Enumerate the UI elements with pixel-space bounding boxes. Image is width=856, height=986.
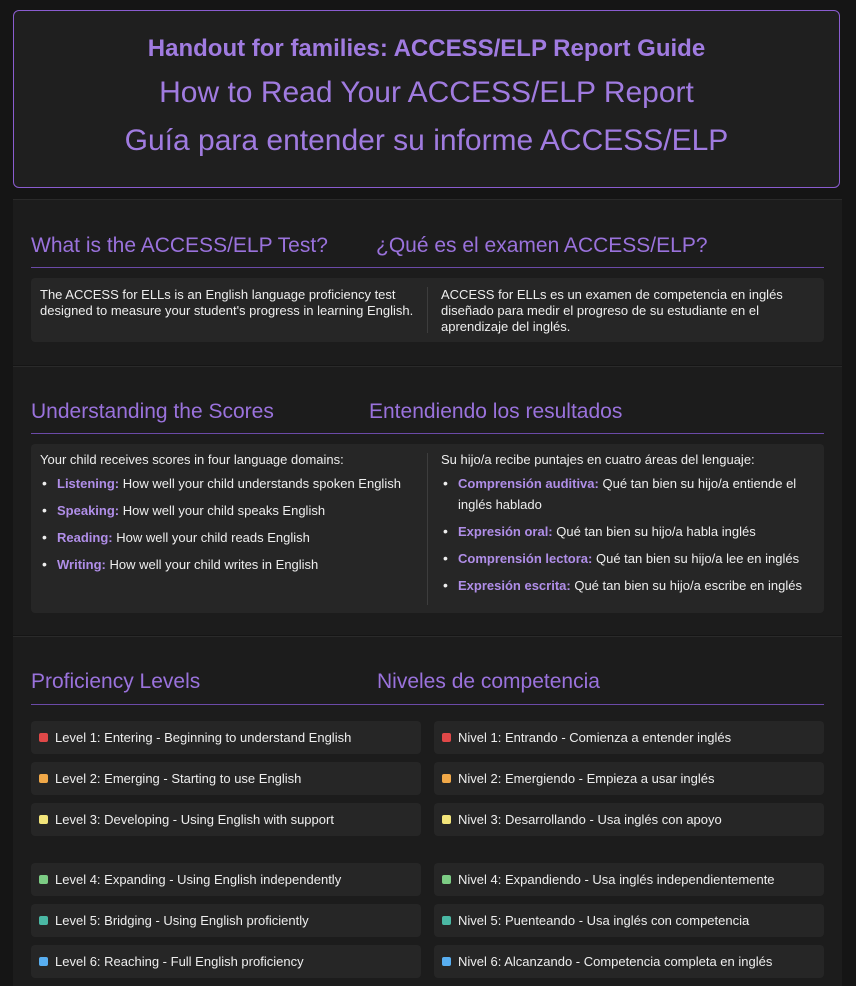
section-heading-english: Proficiency Levels <box>31 670 201 693</box>
level-6-color-dot <box>39 957 48 966</box>
list-item <box>40 500 425 521</box>
column-divider <box>427 287 428 333</box>
domain-list <box>40 473 425 575</box>
level-3-color-dot <box>39 815 48 824</box>
handout-title: Handout for families: ACCESS/ELP Report Guide <box>147 35 706 62</box>
section-heading-spanish: ¿Qué es el examen ACCESS/ELP? <box>376 234 708 257</box>
level-label: Nivel 6: Alcanzando - Competencia completa en inglés <box>458 954 773 969</box>
domain-description: Qué tan bien su hijo/a entiende el inglés hablado <box>458 476 797 512</box>
level-1-item <box>31 721 421 754</box>
page-title-english: How to Read Your ACCESS/ELP Report <box>159 76 694 109</box>
list-item <box>40 554 425 575</box>
domain-term: Comprensión auditiva: <box>458 476 599 491</box>
level-label: Level 5: Bridging - Using English proficiently <box>55 913 309 928</box>
description-english: The ACCESS for ELLs is an English language proficiency test designed to measure your student's progress in learning English. <box>40 287 414 318</box>
level-3-item <box>31 803 421 836</box>
nivel-2-item <box>434 762 824 795</box>
scores-section <box>13 366 842 635</box>
nivel-4-item <box>434 863 824 896</box>
domains-intro: Your child receives scores in four language domains: <box>40 452 344 467</box>
level-label: Level 6: Reaching - Full English proficiency <box>55 954 304 969</box>
domain-description: Qué tan bien su hijo/a habla inglés <box>556 524 756 539</box>
column-divider <box>427 453 428 605</box>
level-1-color-dot <box>442 733 451 742</box>
level-2-item <box>31 762 421 795</box>
level-label: Nivel 3: Desarrollando - Usa inglés con apoyo <box>458 812 722 827</box>
level-5-color-dot <box>39 916 48 925</box>
domains-english <box>40 452 425 581</box>
domains-box <box>31 444 824 613</box>
level-1-color-dot <box>39 733 48 742</box>
levels-section <box>13 636 842 986</box>
level-label: Level 3: Developing - Using English with support <box>55 812 334 827</box>
level-label: Nivel 2: Emergiendo - Empieza a usar inglés <box>458 771 715 786</box>
domain-description: How well your child speaks English <box>122 503 326 518</box>
domain-description: How well your child understands spoken English <box>122 476 401 491</box>
level-label: Level 1: Entering - Beginning to understand English <box>55 730 352 745</box>
list-item <box>441 575 813 596</box>
domain-description: How well your child reads English <box>116 530 310 545</box>
section-heading-spanish: Niveles de competencia <box>377 670 600 693</box>
domain-description: How well your child writes in English <box>109 557 319 572</box>
list-item <box>441 548 813 569</box>
level-4-color-dot <box>39 875 48 884</box>
section-heading-english: What is the ACCESS/ELP Test? <box>31 234 328 257</box>
domains-spanish <box>441 452 813 602</box>
domain-term: Expresión escrita: <box>458 578 571 593</box>
level-label: Level 2: Emerging - Starting to use English <box>55 771 302 786</box>
level-2-color-dot <box>442 774 451 783</box>
list-item <box>40 527 425 548</box>
list-item <box>441 521 813 542</box>
level-6-color-dot <box>442 957 451 966</box>
nivel-5-item <box>434 904 824 937</box>
description-spanish: ACCESS for ELLs es un examen de competencia en inglés diseñado para medir el progreso de su estudiante en el aprendizaje del inglés. <box>441 287 783 334</box>
domain-term: Expresión oral: <box>458 524 553 539</box>
nivel-6-item <box>434 945 824 978</box>
level-3-color-dot <box>442 815 451 824</box>
domain-description: Qué tan bien su hijo/a lee en inglés <box>595 551 800 566</box>
domain-list <box>441 473 813 596</box>
level-label: Nivel 5: Puenteando - Usa inglés con competencia <box>458 913 750 928</box>
level-6-item <box>31 945 421 978</box>
domain-term: Comprensión lectora: <box>458 551 593 566</box>
level-4-item <box>31 863 421 896</box>
domain-term: Speaking: <box>57 503 120 518</box>
domain-term: Reading: <box>57 530 113 545</box>
level-label: Nivel 1: Entrando - Comienza a entender inglés <box>458 730 732 745</box>
level-4-color-dot <box>442 875 451 884</box>
level-5-item <box>31 904 421 937</box>
level-5-color-dot <box>442 916 451 925</box>
list-item <box>441 473 813 515</box>
list-item <box>40 473 425 494</box>
nivel-1-item <box>434 721 824 754</box>
domains-intro: Su hijo/a recibe puntajes en cuatro áreas del lenguaje: <box>441 452 755 467</box>
domain-term: Listening: <box>57 476 120 491</box>
heading-divider <box>31 433 824 434</box>
heading-divider <box>31 267 824 268</box>
description-box <box>31 278 824 342</box>
domain-term: Writing: <box>57 557 106 572</box>
section-heading-english: Understanding the Scores <box>31 400 274 423</box>
heading-divider <box>31 704 824 705</box>
domain-description: Qué tan bien su hijo/a escribe en inglés <box>574 578 802 593</box>
what-is-test-section <box>13 199 842 365</box>
nivel-3-item <box>434 803 824 836</box>
level-label: Nivel 4: Expandiendo - Usa inglés independientemente <box>458 872 775 887</box>
level-label: Level 4: Expanding - Using English independently <box>55 872 342 887</box>
page-header <box>13 10 840 188</box>
level-2-color-dot <box>39 774 48 783</box>
section-heading-spanish: Entendiendo los resultados <box>369 400 623 423</box>
page-title-spanish: Guía para entender su informe ACCESS/ELP <box>124 124 729 157</box>
